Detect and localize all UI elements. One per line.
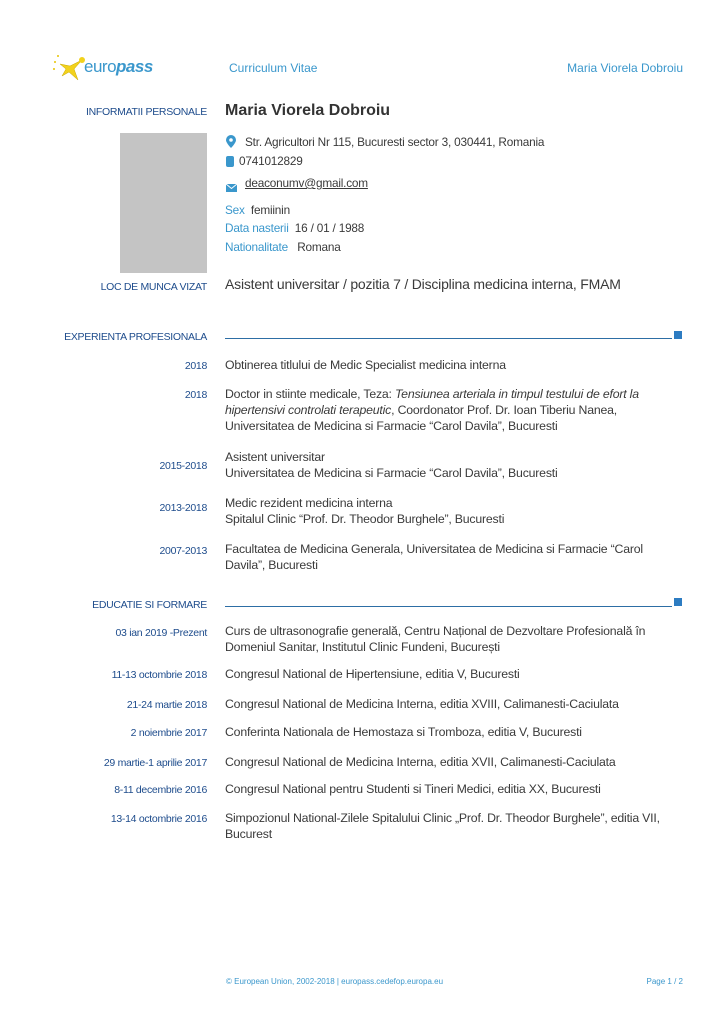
edu-text: Conferinta Nationala de Hemostaza si Tromboza, editia V, Bucuresti <box>225 725 582 739</box>
exp-date: 2018 <box>184 360 207 372</box>
sex-value: femiinin <box>250 203 290 217</box>
section-divider <box>225 338 672 339</box>
edu-date: 21-24 martie 2018 <box>126 699 207 711</box>
edu-date: 13-14 octombrie 2016 <box>110 813 207 825</box>
edu-date: 29 martie-1 aprilie 2017 <box>103 757 207 769</box>
exp-text: Obtinerea titlului de Medic Specialist medicina interna <box>225 358 506 372</box>
section-marker <box>674 598 682 606</box>
edu-date: 2 noiembrie 2017 <box>130 727 207 739</box>
section-experience: EXPERIENTA PROFESIONALA <box>64 331 207 343</box>
phone-icon <box>226 156 234 167</box>
footer-copyright: © European Union, 2002-2018 | europass.cedefop.europa.eu <box>226 977 444 986</box>
section-personal-info: INFORMATII PERSONALE <box>86 106 207 118</box>
edu-text: Congresul National de Medicina Interna, editia XVII, Calimanesti-Caciulata <box>225 755 616 769</box>
page-number: Page 1 / 2 <box>646 977 683 986</box>
edu-text: Congresul National pentru Studenti si Tineri Medici, editia XX, Bucuresti <box>225 782 601 796</box>
logo-text-pass: pass <box>116 57 153 76</box>
exp-text: Asistent universitar Universitatea de Medicina si Farmacie “Carol Davila”, Bucuresti <box>225 450 558 480</box>
sex-label: Sex <box>225 203 245 217</box>
section-desired-job: LOC DE MUNCA VIZAT <box>100 281 207 293</box>
europass-star-figure-icon <box>52 52 88 82</box>
full-name: Maria Viorela Dobroiu <box>225 102 391 119</box>
europass-logo <box>52 52 152 82</box>
email-link[interactable]: deaconumv@gmail.com <box>245 176 368 190</box>
exp-text: Doctor in stiinte medicale, Teza: Tensiunea arteriala in timpul testului de efort la hipertensivi controlati terapeutic, Coordonator Prof. Dr. Ioan Tiberiu Nanea, Universitatea de Medicina si Farmacie “Carol Davila”, Bucuresti <box>225 387 639 433</box>
logo-text-euro: euro <box>84 57 117 76</box>
location-icon <box>226 135 236 153</box>
exp-date: 2007-2013 <box>159 545 207 557</box>
exp-date: 2015-2018 <box>159 460 207 472</box>
exp-date: 2013-2018 <box>159 502 207 514</box>
nationality-value: Romana <box>297 240 341 254</box>
edu-text: Congresul National de Medicina Interna, editia XVIII, Calimanesti-Caciulata <box>225 697 619 711</box>
nationality-label: Nationalitate <box>225 240 288 254</box>
phone: 0741012829 <box>239 154 303 168</box>
desired-job: Asistent universitar / pozitia 7 / Disciplina medicina interna, FMAM <box>225 276 621 292</box>
email-icon <box>226 179 237 197</box>
exp-date: 2018 <box>184 389 207 401</box>
photo-placeholder <box>120 133 207 273</box>
exp-text: Facultatea de Medicina Generala, Universitatea de Medicina si Farmacie “Carol Davila”, Bucuresti <box>225 542 643 572</box>
edu-text: Simpozionul National-Zilele Spitalului Clinic „Prof. Dr. Theodor Burghele”, editia VII, Bucurest <box>225 811 660 841</box>
section-education: EDUCATIE SI FORMARE <box>92 599 207 611</box>
edu-date: 11-13 octombrie 2018 <box>111 669 207 681</box>
edu-date: 03 ian 2019 -Prezent <box>115 627 207 639</box>
edu-date: 8-11 decembrie 2016 <box>114 784 207 796</box>
birth-label: Data nasterii <box>225 221 289 235</box>
exp-text: Medic rezident medicina interna Spitalul Clinic “Prof. Dr. Theodor Burghele”, Bucuresti <box>225 496 505 526</box>
edu-text: Congresul National de Hipertensiune, editia V, Bucuresti <box>225 667 520 681</box>
header-name: Maria Viorela Dobroiu <box>567 61 683 75</box>
birth-value: 16 / 01 / 1988 <box>294 221 365 235</box>
address: Str. Agricultori Nr 115, Bucuresti sector 3, 030441, Romania <box>245 135 545 149</box>
section-marker <box>674 331 682 339</box>
edu-text: Curs de ultrasonografie generală, Centru Național de Dezvoltare Profesională în Domeniul Sanitar, Institutul Clinic Fundeni, București <box>225 624 646 654</box>
doc-title: Curriculum Vitae <box>229 61 318 75</box>
section-divider <box>225 606 672 607</box>
